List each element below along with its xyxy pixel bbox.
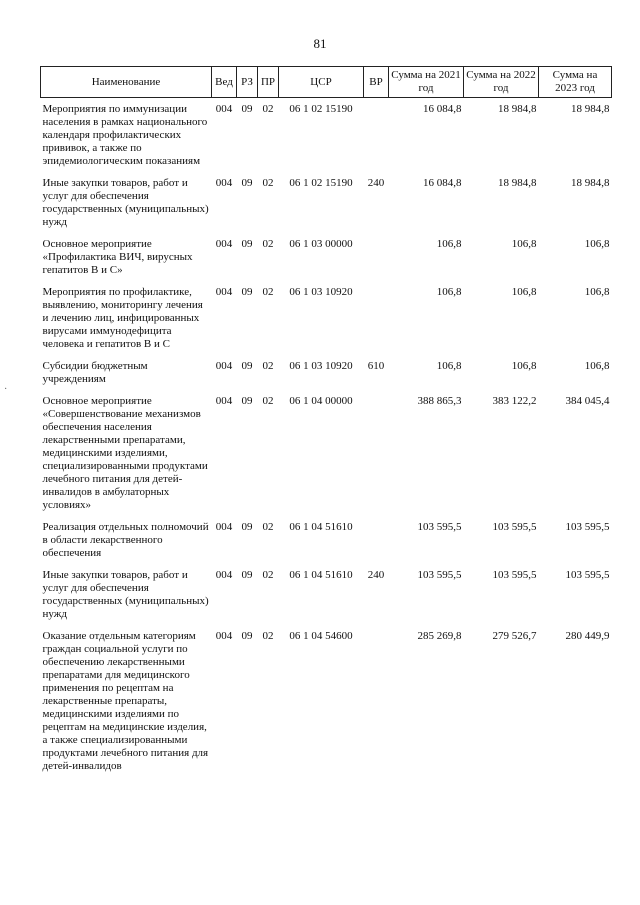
row-pr: 02 (262, 103, 274, 115)
row-sum-2021: 16 084,8 (423, 177, 462, 189)
row-sum-2021: 103 595,5 (417, 569, 462, 581)
row-sum-2023: 106,8 (584, 360, 610, 372)
row-sum-2023: 18 984,8 (571, 177, 610, 189)
row-sum-2023: 103 595,5 (565, 521, 610, 533)
row-sum-2023: 103 595,5 (565, 569, 610, 581)
row-rz: 09 (241, 395, 253, 407)
row-sum-2021: 388 865,3 (417, 395, 462, 407)
row-vr (364, 625, 389, 777)
row-vr (364, 281, 389, 355)
row-ved: 004 (215, 103, 233, 115)
row-ved: 004 (215, 177, 233, 189)
row-sum-2022: 106,8 (511, 360, 537, 372)
row-rz: 09 (241, 177, 253, 189)
header-csr: ЦСР (279, 67, 364, 98)
row-pr: 02 (262, 360, 274, 372)
row-csr: 06 1 03 10920 (289, 360, 353, 372)
row-name: Иные закупки товаров, работ и услуг для обеспечения государственных (муниципальных) нужд (42, 569, 209, 620)
table-row (41, 355, 612, 390)
row-pr: 02 (262, 521, 274, 533)
row-rz: 09 (241, 569, 253, 581)
row-ved: 004 (215, 395, 233, 407)
row-sum-2022: 103 595,5 (492, 521, 537, 533)
table-body (41, 98, 612, 778)
row-name: Основное мероприятие «Профилактика ВИЧ, вирусных гепатитов В и С» (42, 238, 193, 276)
row-csr: 06 1 04 00000 (289, 395, 353, 407)
row-name: Реализация отдельных полномочий в области лекарственного обеспечения (42, 521, 209, 559)
row-csr: 06 1 02 15190 (289, 103, 353, 115)
row-sum-2022: 279 526,7 (492, 630, 537, 642)
row-sum-2023: 18 984,8 (571, 103, 610, 115)
row-name: Оказание отдельным категориям граждан социальной услуги по обеспечению лекарственными препаратами для медицинского применения по рецептам на лекарственные препараты, медицинскими изделиями по рецептам на медицинские изделия, а также специализированными продуктами лечебного питания для детей-инвалидов (42, 630, 209, 772)
row-name: Мероприятия по иммунизации населения в рамках национального календаря профилактических прививок, а также по эпидемиологическим показаниям (42, 103, 208, 167)
row-sum-2023: 280 449,9 (565, 630, 610, 642)
header-sum-2022: Сумма на 2022 год (464, 67, 539, 98)
row-ved: 004 (215, 238, 233, 250)
row-name: Мероприятия по профилактике, выявлению, мониторингу лечения и лечению лиц, инфицированных вирусами иммунодефицита человека и гепатитов В и С (42, 286, 203, 350)
row-sum-2023: 106,8 (584, 286, 610, 298)
row-vr (364, 98, 389, 173)
table-row (41, 625, 612, 777)
row-vr (364, 233, 389, 281)
page-number: 81 (313, 36, 327, 51)
budget-table (40, 66, 612, 777)
header-sum-2023: Сумма на 2023 год (539, 67, 612, 98)
row-sum-2022: 18 984,8 (498, 177, 537, 189)
row-pr: 02 (262, 630, 274, 642)
header-pr: ПР (258, 67, 279, 98)
row-sum-2021: 285 269,8 (417, 630, 462, 642)
row-pr: 02 (262, 395, 274, 407)
row-sum-2022: 18 984,8 (498, 103, 537, 115)
row-sum-2021: 106,8 (436, 286, 462, 298)
row-ved: 004 (215, 360, 233, 372)
row-csr: 06 1 04 51610 (289, 569, 353, 581)
row-csr: 06 1 04 54600 (289, 630, 353, 642)
row-sum-2021: 16 084,8 (423, 103, 462, 115)
row-pr: 02 (262, 238, 274, 250)
table-row (41, 98, 612, 173)
row-name: Иные закупки товаров, работ и услуг для обеспечения государственных (муниципальных) нужд (42, 177, 209, 228)
row-sum-2021: 106,8 (436, 238, 462, 250)
row-ved: 004 (215, 569, 233, 581)
header-name: Наименование (41, 67, 212, 98)
table-row (41, 233, 612, 281)
table-row (41, 281, 612, 355)
row-name: Субсидии бюджетным учреждениям (42, 360, 148, 385)
row-vr: 240 (367, 569, 385, 581)
header-vr: ВР (364, 67, 389, 98)
header-ved: Вед (212, 67, 237, 98)
row-pr: 02 (262, 177, 274, 189)
header-sum-2021: Сумма на 2021 год (389, 67, 464, 98)
row-rz: 09 (241, 360, 253, 372)
row-vr (364, 390, 389, 516)
row-rz: 09 (241, 521, 253, 533)
table-row (41, 516, 612, 564)
table-row (41, 172, 612, 233)
row-sum-2022: 106,8 (511, 286, 537, 298)
row-rz: 09 (241, 238, 253, 250)
row-csr: 06 1 03 10920 (289, 286, 353, 298)
row-csr: 06 1 02 15190 (289, 177, 353, 189)
row-ved: 004 (215, 630, 233, 642)
row-csr: 06 1 03 00000 (289, 238, 353, 250)
row-ved: 004 (215, 286, 233, 298)
header-rz: РЗ (237, 67, 258, 98)
row-rz: 09 (241, 103, 253, 115)
row-sum-2022: 106,8 (511, 238, 537, 250)
row-ved: 004 (215, 521, 233, 533)
row-sum-2023: 106,8 (584, 238, 610, 250)
row-sum-2022: 383 122,2 (492, 395, 537, 407)
row-vr: 240 (367, 177, 385, 189)
row-sum-2022: 103 595,5 (492, 569, 537, 581)
margin-mark: · (4, 384, 8, 395)
row-name: Основное мероприятие «Совершенствование механизмов обеспечения населения лекарственными препаратами, медицинскими изделиями, специализированными продуктами лечебного питания для детей-инвалидов в амбулаторных условиях» (42, 395, 208, 511)
row-pr: 02 (262, 569, 274, 581)
row-sum-2021: 106,8 (436, 360, 462, 372)
row-vr: 610 (367, 360, 385, 372)
table-row (41, 390, 612, 516)
header-row (41, 67, 612, 98)
row-pr: 02 (262, 286, 274, 298)
row-rz: 09 (241, 630, 253, 642)
row-csr: 06 1 04 51610 (289, 521, 353, 533)
table-row (41, 564, 612, 625)
row-sum-2023: 384 045,4 (565, 395, 610, 407)
row-rz: 09 (241, 286, 253, 298)
row-vr (364, 516, 389, 564)
row-sum-2021: 103 595,5 (417, 521, 462, 533)
